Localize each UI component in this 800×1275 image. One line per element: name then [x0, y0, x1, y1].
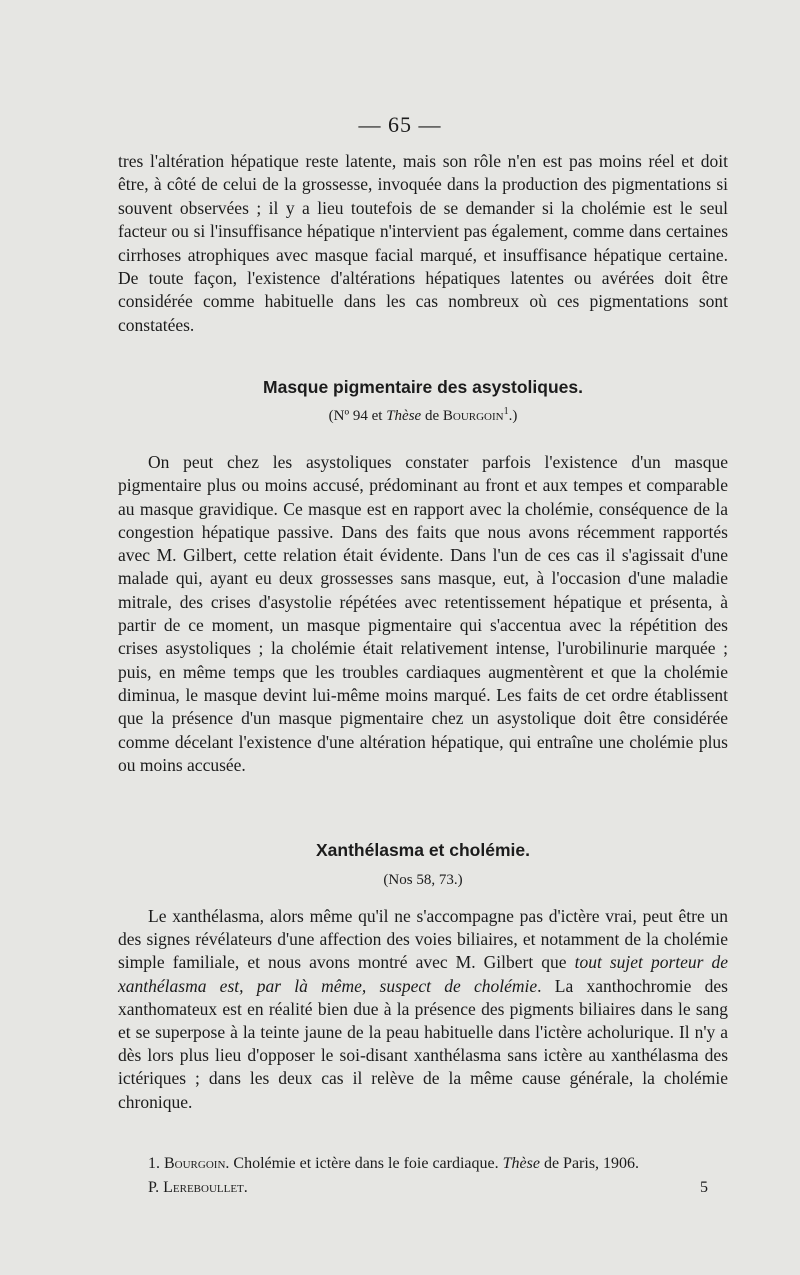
section-body-xanthelasma — [118, 905, 728, 1114]
signature-author: P. Lereboullet. — [148, 1179, 248, 1196]
footnote-1 — [148, 1152, 708, 1176]
sheet-number: 5 — [700, 1179, 708, 1196]
paragraph-continuation — [118, 150, 728, 337]
page-number: — 65 — — [358, 112, 442, 137]
section-ref-xanthelasma: (Nos 58, 73.) — [383, 872, 463, 888]
section-ref-masque — [118, 408, 728, 425]
signature-line — [148, 1176, 708, 1200]
footnotes — [148, 1152, 708, 1200]
ref-de: de — [421, 408, 443, 424]
footnote-place: de Paris, 1906. — [539, 1155, 640, 1172]
ref-author: Bourgoin — [442, 408, 504, 424]
paragraph-xanthelasma — [118, 905, 728, 1114]
ref-prefix: (Nº 94 et — [328, 408, 387, 424]
footnote-these: Thèse — [502, 1155, 540, 1172]
footnote-text: . Cholémie et ictère dans le foie cardiaque. — [225, 1155, 503, 1172]
footnote-marker: 1 — [503, 406, 509, 417]
para-start: Le xanthélasma, alors même qu'il ne s'accompagne pas d'ictère vrai, peut être un des signes révélateurs d'une affection des voies biliaires, et notamment de la cholémie simple familiale, et nous avons montré avec M. Gilbert que — [118, 906, 728, 973]
paragraph-masque: On peut chez les asystoliques constater parfois l'existence d'un masque pigmentaire plus ou moins accusé, prédominant au front et aux tempes et comparable au masque gravidique. Ce masque est en rapport avec la cholémie, conséquence de la congestion hépatique passive. Dans des faits que nous avons récemment rapportés avec M. Gilbert, cette relation était évidente. Dans l'un de ces cas il s'agissait d'une malade qui, ayant eu deux grossesses sans masque, eut, à l'occasion d'une maladie mitrale, des crises d'asystolie répétées avec retentissement hépatique et présenta, à partir de ce moment, un masque pigmentaire qui s'accentua avec la répétition des crises asystoliques ; la cholémie était relativement intense, l'urobilinurie marquée ; puis, en même temps que les troubles cardiaques augmentèrent et que la cholémie diminua, le masque devint lui-même moins marqué. Les faits de cet ordre établissent que la présence d'un masque pigmentaire chez un asystolique doit être considérée comme décelant l'existence d'une altération hépatique, qui entraîne une cholémie plus ou moins accusée. — [118, 452, 728, 775]
section-body-masque — [118, 451, 728, 777]
section-title-masque: Masque pigmentaire des asystoliques. — [263, 377, 583, 397]
ref-these: Thèse — [386, 408, 422, 424]
para-italic: tout sujet porteur de xanthélasma est, par là même, suspect de cholémie — [118, 952, 729, 996]
para-end: . La xanthochromie des xanthomateux est en réalité bien due à la présence des pigments biliaires dans le sang et se superpose à la teinte jaune de la peau habituelle dans l'ictère acholurique. Il n'y a dès lors plus lieu d'opposer le soi-disant xanthélasma sans ictère au xanthélasma des ictériques ; dans les deux cas il relève de la même cause générale, la cholémie chronique. — [118, 975, 728, 1112]
paragraph-1: tres l'altération hépatique reste latente, mais son rôle n'en est pas moins réel et doit être, à côté de celui de la grossesse, invoquée dans la production des pigmentations si souvent observées ; il y a lieu toutefois de se demander si la cholémie est le seul facteur ou si l'insuffisance hépatique n'intervient pas également, comme dans certaines cirrhoses atrophiques avec masque facial marqué, et insuffisance hépatique certaine. De toute façon, l'existence d'altérations hépatiques latentes ou avérées doit être considérée comme habituelle dans les cas nombreux où ces pigmentations sont constatées. — [118, 151, 728, 335]
footnote-author: Bourgoin — [164, 1155, 226, 1172]
section-title-xanthelasma: Xanthélasma et cholémie. — [316, 840, 530, 860]
footnote-number: 1. — [148, 1155, 164, 1172]
ref-suffix: .) — [508, 408, 518, 424]
